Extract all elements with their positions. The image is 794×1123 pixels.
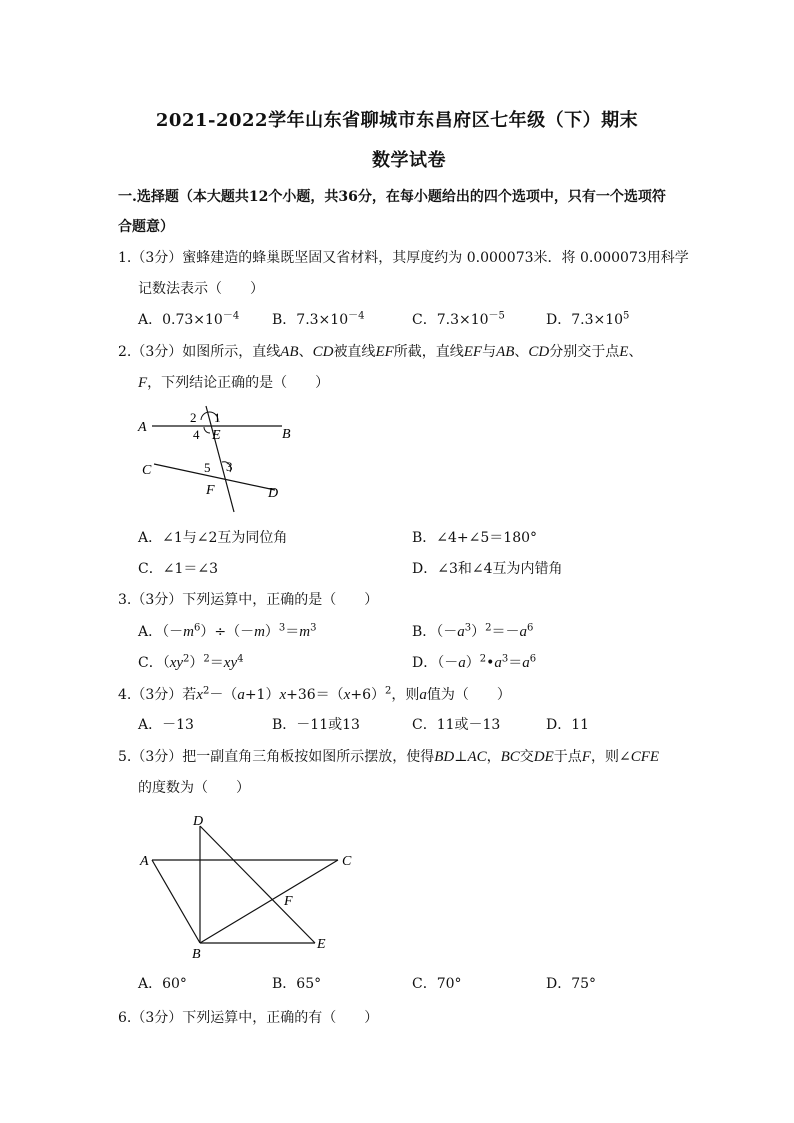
q1-option-b: B．$7.3\times 10^{-4}$ — [272, 310, 365, 328]
q5-figure — [130, 808, 370, 963]
label-e: E — [212, 428, 221, 443]
q1-option-d: D．$7.3\times 10^5$ — [546, 310, 630, 328]
angle-arc-e-lower — [204, 427, 210, 433]
q3-option-b: B．$(-a^3)^2=-a^6$ — [412, 622, 534, 640]
doc-title-line2: 数学试卷 — [372, 150, 446, 171]
segment-ab — [152, 860, 200, 943]
q5-option-d: D．75° — [546, 976, 597, 992]
segment-bc — [200, 860, 338, 943]
label-d: D — [193, 814, 204, 829]
doc-title-line1: 2021-2022学年山东省聊城市东昌府区七年级（下）期末 — [155, 110, 639, 131]
q2-option-b: B．∠4+∠5＝180° — [412, 530, 538, 546]
label-angle-2: 2 — [190, 410, 197, 425]
q4-option-c: C．11或－13 — [412, 717, 501, 733]
label-angle-4: 4 — [193, 427, 200, 442]
q2-stem-cont: F，下列结论正确的是（ ） — [138, 375, 330, 391]
label-angle-3: 3 — [226, 459, 233, 474]
section-heading: 一.选择题（本大题共12个小题，共36分，在每小题给出的四个选项中，只有一个选项符 — [118, 189, 666, 205]
label-a: A — [138, 420, 147, 435]
label-e: E — [317, 937, 326, 952]
q2-figure — [130, 400, 310, 520]
q1-option-c: C．$7.3\times 10^{-5}$ — [412, 310, 505, 328]
label-f: F — [284, 894, 293, 909]
label-c: C — [142, 463, 152, 478]
q5-option-a: A．60° — [138, 976, 187, 992]
q3-option-d: D．$(-a)^2•a^3=a^6$ — [412, 653, 537, 671]
label-b: B — [282, 427, 291, 442]
label-f: F — [206, 483, 215, 498]
q2-stem: 2.（3分）如图所示，直线AB、CD被直线EF所截，直线EF与AB、CD分别交于点E、 — [118, 344, 643, 360]
q3-stem: 3.（3分）下列运算中，正确的是（ ） — [118, 592, 379, 608]
q4-stem: 4.（3分）若$x^2-(a+1)x+36=(x+6)^2$，则a值为（ ） — [118, 685, 511, 703]
q1-option-a: A．$0.73\times 10^{-4}$ — [138, 310, 240, 328]
label-angle-1: 1 — [214, 410, 221, 425]
q2-option-d: D．∠3和∠4互为内错角 — [412, 561, 563, 577]
q2-option-c: C．∠1＝∠3 — [138, 561, 218, 577]
q3-option-c: C．$(xy^2)^2=xy^4$ — [138, 653, 244, 671]
label-d: D — [268, 486, 279, 501]
label-c: C — [342, 854, 352, 869]
q5-stem: 5.（3分）把一副直角三角板按如图所示摆放，使得BD⊥AC，BC交DE于点F，则∠CFE — [118, 749, 660, 765]
label-a: A — [140, 854, 149, 869]
q6-stem: 6.（3分）下列运算中，正确的有（ ） — [118, 1010, 379, 1026]
label-b: B — [192, 947, 201, 962]
label-angle-5: 5 — [204, 460, 211, 475]
q5-option-b: B．65° — [272, 976, 322, 992]
q2-option-a: A．∠1与∠2互为同位角 — [138, 530, 288, 546]
q4-option-d: D．11 — [546, 717, 590, 733]
q1-stem-cont: 记数法表示（ ） — [138, 281, 264, 297]
q1-stem: 1.（3分）蜜蜂建造的蜂巢既坚固又省材料，其厚度约为 0.000073米．将 0.000073用科学 — [118, 250, 689, 266]
q5-option-c: C．70° — [412, 976, 462, 992]
q5-stem-cont: 的度数为（ ） — [138, 780, 250, 796]
q4-option-a: A．－13 — [138, 717, 194, 733]
q4-option-b: B．－11或13 — [272, 717, 360, 733]
q3-option-a: A．$(-m^6)\div(-m)^3=m^3$ — [138, 622, 317, 640]
section-heading-cont: 合题意） — [118, 219, 174, 235]
